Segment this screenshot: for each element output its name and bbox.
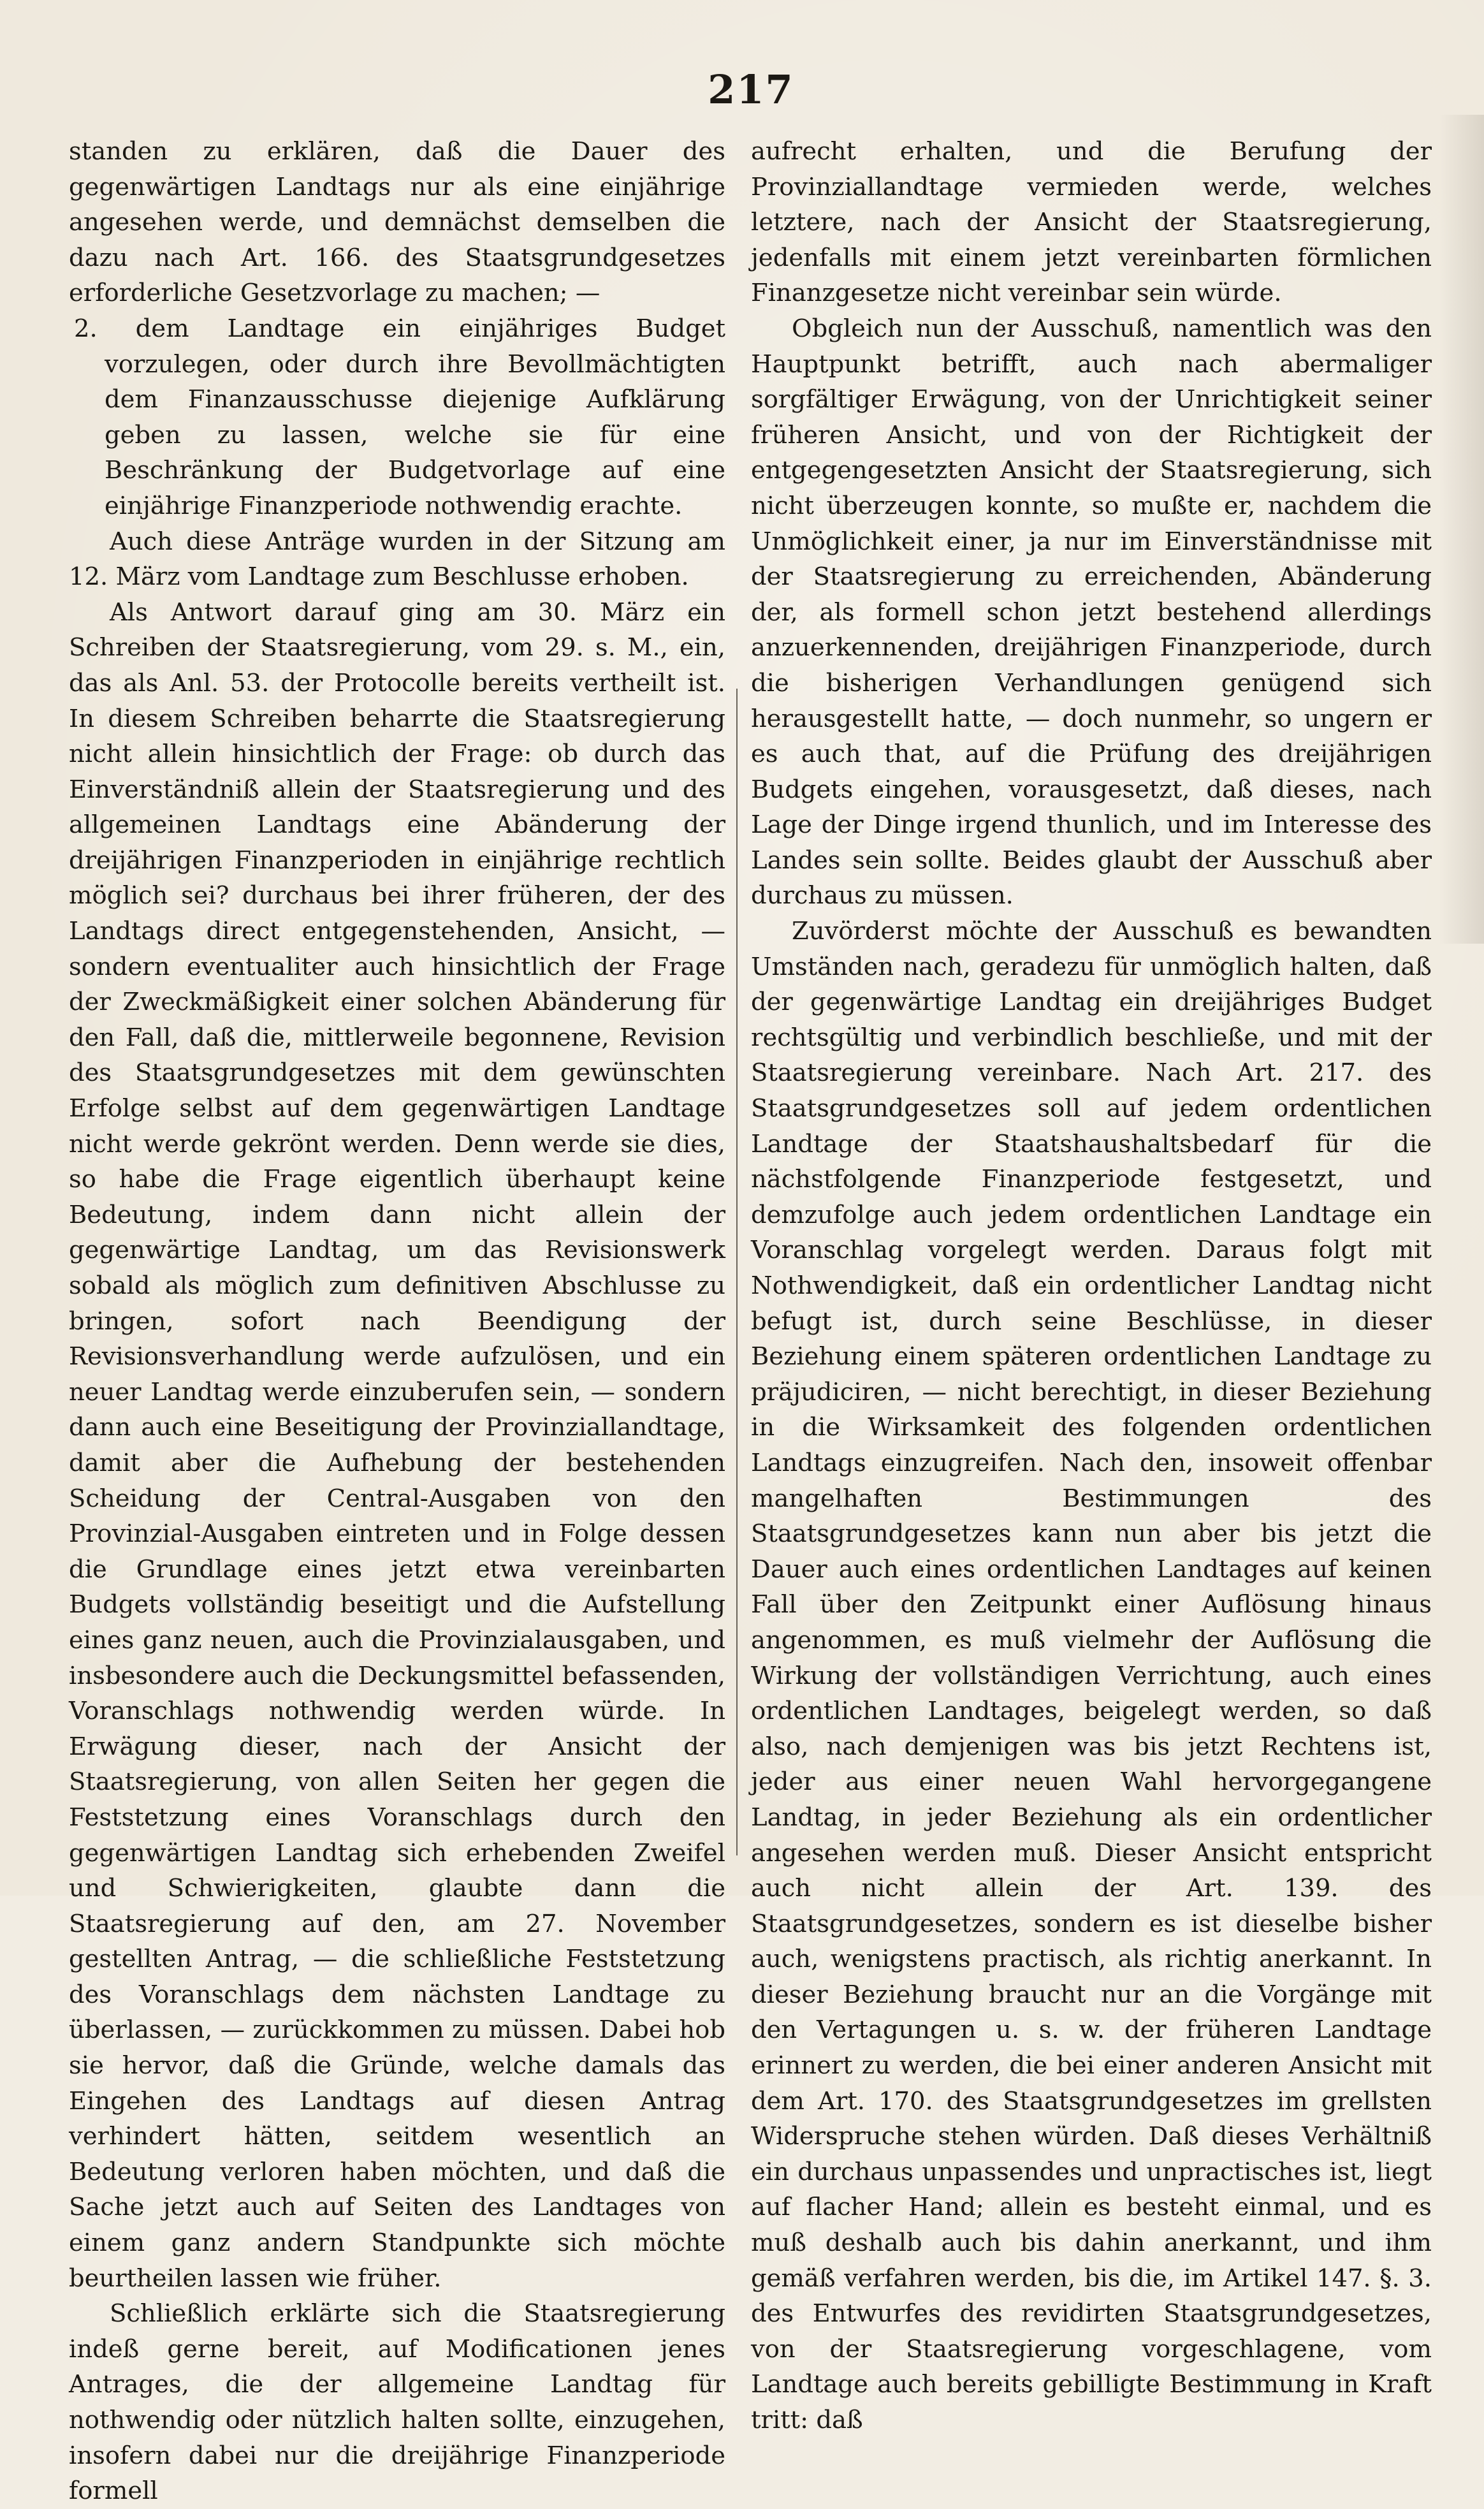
- paragraph: Zuvörderst möchte der Ausschuß es bewandten Umständen nach, geradezu für unmöglich halten, daß der gegenwärtige Landtag ein dreijähriges Budget rechtsgültig und verbindlich beschließe, und mit der Staatsregierung vereinbare. Nach Art. 217. des Staatsgrundgesetzes soll auf jedem ordentlichen Landtage der Staatshaushaltsbedarf für die nächstfolgende Finanzperiode festgesetzt, und demzufolge auch jedem ordentlichen Landtage ein Voranschlag vorgelegt werden. Daraus folgt mit Nothwendigkeit, daß ein ordentlicher Landtag nicht befugt ist, durch seine Beschlüsse, in dieser Beziehung einem späteren ordentlichen Landtage zu präjudiciren, — nicht berechtigt, in dieser Beziehung in die Wirksamkeit des folgenden ordentlichen Landtags einzugreifen. Nach den, insoweit offenbar mangelhaften Bestimmungen des Staatsgrundgesetzes kann nun aber bis jetzt die Dauer auch eines ordentlichen Landtages auf keinen Fall über den Zeitpunkt einer Auflösung hinaus angenommen, es muß vielmehr der Auflösung die Wirkung der vollständigen Verrichtung, auch eines ordentlichen Landtages, beigelegt werden, so daß also, nach demjenigen was bis jetzt Rechtens ist, jeder aus einer neuen Wahl hervorgegangene Landtag, in jeder Beziehung als ein ordentlicher angesehen werden muß. Dieser Ansicht entspricht auch nicht allein der Art. 139. des Staatsgrundgesetzes, sondern es ist dieselbe bisher auch, wenigstens practisch, als richtig anerkannt. In dieser Beziehung braucht nur an die Vorgänge mit den Vertagungen u. s. w. der früheren Landtage erinnert zu werden, die bei einer anderen Ansicht mit dem Art. 170. des Staatsgrundgesetzes im grellsten Widerspruche stehen würden. Daß dieses Verhältniß ein durchaus unpassendes und unpractisches ist, liegt auf flacher Hand; allein es besteht einmal, und es muß deshalb auch bis dahin anerkannt, und ihm gemäß verfahren werden, bis die, im Artikel 147. §. 3. des Entwurfes des revidirten Staatsgrundgesetzes, von der Staatsregierung vorgeschlagene, vom Landtage auch bereits gebilligte Bestimmung in Kraft tritt: daß: [751, 917, 1432, 2434]
- page-edge-shadow: [1439, 115, 1484, 944]
- paragraph: Obgleich nun der Ausschuß, namentlich was den Hauptpunkt betrifft, auch nach abermaliger sorgfältiger Erwägung, von der Unrichtigkeit seiner früheren Ansicht, und von der Richtigkeit der entgegengesetzten Ansicht der Staatsregierung, sich nicht überzeugen konnte, so mußte er, nachdem die Unmöglichkeit einer, ja nur im Einverständnisse mit der Staatsregierung zu erreichenden, Abänderung der, als formell schon jetzt bestehend allerdings anzuerkennenden, dreijährigen Finanzperiode, durch die bisherigen Verhandlungen genügend sich herausgestellt hatte, — doch nunmehr, so ungern er es auch that, auf die Prüfung des dreijährigen Budgets eingehen, vorausgesetzt, daß dieses, nach Lage der Dinge irgend thunlich, und im Interesse des Landes sein sollte. Beides glaubt der Ausschuß aber durchaus zu müssen.: [751, 314, 1432, 911]
- right-column: [751, 134, 1432, 2434]
- left-column: [69, 134, 725, 2506]
- page-number: 217: [708, 66, 794, 113]
- column-divider: [736, 689, 738, 1855]
- paragraph: Auch diese Anträge wurden in der Sitzung am 12. März vom Landtage zum Beschlusse erhoben.: [69, 527, 725, 592]
- numbered-item: 2. dem Landtage ein einjähriges Budget vorzulegen, oder durch ihre Bevollmächtigten dem Finanzausschusse diejenige Aufklärung geben zu lassen, welche sie für eine Beschränkung der Budgetvorlage auf eine einjährige Finanzperiode nothwendig erachte.: [74, 314, 725, 520]
- paragraph: aufrecht erhalten, und die Berufung der Provinziallandtage vermieden werde, welches letztere, nach der Ansicht der Staatsregierung, jedenfalls mit einem jetzt vereinbarten förmlichen Finanzgesetze nicht vereinbar sein würde.: [751, 137, 1432, 308]
- paragraph: Als Antwort darauf ging am 30. März ein Schreiben der Staatsregierung, vom 29. s. M., ein, das als Anl. 53. der Protocolle bereits vertheilt ist. In diesem Schreiben beharrte die Staatsregierung nicht allein hinsichtlich der Frage: ob durch das Einverständniß allein der Staatsregierung und des allgemeinen Landtags eine Abänderung der dreijährigen Finanzperioden in einjährige rechtlich möglich sei? durchaus bei ihrer früheren, der des Landtags direct entgegenstehenden, Ansicht, — sondern eventualiter auch hinsichtlich der Frage der Zweckmäßigkeit einer solchen Abänderung für den Fall, daß die, mittlerweile begonnene, Revision des Staatsgrundgesetzes mit dem gewünschten Erfolge selbst auf dem gegenwärtigen Landtage nicht werde gekrönt werden. Denn werde sie dies, so habe die Frage eigentlich überhaupt keine Bedeutung, indem dann nicht allein der gegenwärtige Landtag, um das Revisionswerk sobald als möglich zum definitiven Abschlusse zu bringen, sofort nach Beendigung der Revisionsverhandlung werde aufzulösen, und ein neuer Landtag werde einzuberufen sein, — sondern dann auch eine Beseitigung der Provinziallandtage, damit aber die Aufhebung der bestehenden Scheidung der Central-Ausgaben von den Provinzial-Ausgaben eintreten und in Folge dessen die Grundlage eines jetzt etwa vereinbarten Budgets vollständig beseitigt und die Aufstellung eines ganz neuen, auch die Provinzialausgaben, und insbesondere auch die Deckungsmittel befassenden, Voranschlags nothwendig werden würde. In Erwägung dieser, nach der Ansicht der Staatsregierung, von allen Seiten her gegen die Feststetzung eines Voranschlags durch den gegenwärtigen Landtag sich erhebenden Zweifel und Schwierigkeiten, glaubte dann die Staatsregierung auf den, am 27. November gestellten Antrag, — die schließliche Feststetzung des Voranschlags dem nächsten Landtage zu überlassen, — zurückkommen zu müssen. Dabei hob sie hervor, daß die Gründe, welche damals das Eingehen des Landtags auf diesen Antrag verhindert hätten, seitdem wesentlich an Bedeutung verloren haben möchten, und daß die Sache jetzt auch auf Seiten des Landtages von einem ganz andern Standpunkte sich möchte beurtheilen lassen wie früher.: [69, 597, 725, 2293]
- paragraph: standen zu erklären, daß die Dauer des gegenwärtigen Landtags nur als eine einjährige angesehen werde, und demnächst demselben die dazu nach Art. 166. des Staatsgrundgesetzes erforderliche Gesetzvorlage zu machen; —: [69, 137, 725, 308]
- paragraph: Schließlich erklärte sich die Staatsregierung indeß gerne bereit, auf Modificationen jenes Antrages, die der allgemeine Landtag für nothwendig oder nützlich halten sollte, einzugehen, insofern dabei nur die dreijährige Finanzperiode formell: [69, 2299, 725, 2506]
